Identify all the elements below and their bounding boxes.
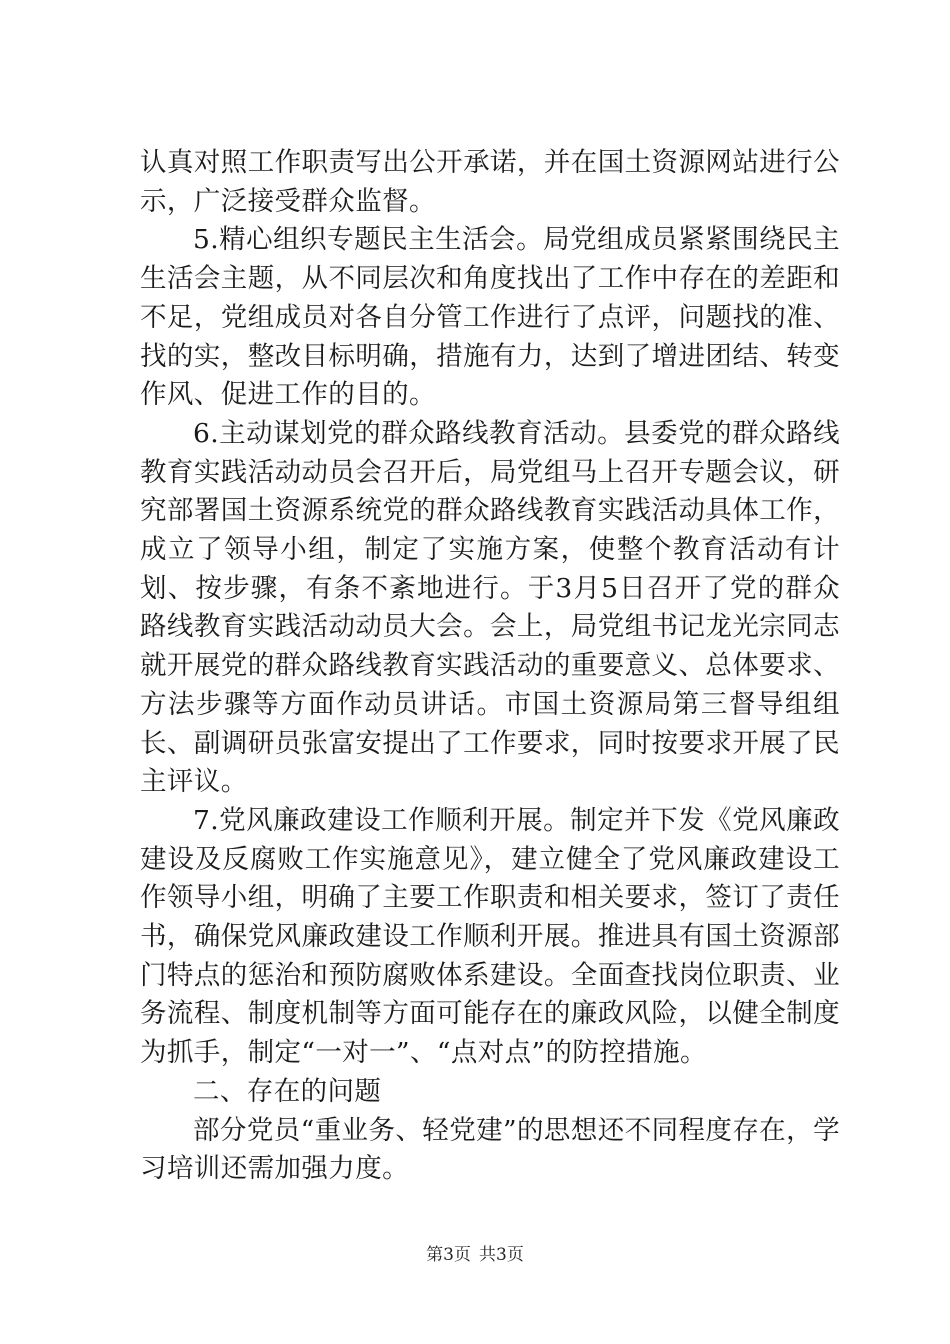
page-total: 共3页 xyxy=(479,1245,524,1265)
paragraph-item-6-mass-line-education: 6.主动谋划党的群众路线教育活动。县委党的群众路线教育实践活动动员会召开后，局党组马上召开专题会议，研究部署国土资源系统党的群众路线教育实践活动具体工作，成立了领导小组，制定了实施方案，使整个教育活动有计划、按步骤，有条不紊地进行。于3月5日召开了党的群众路线教育实践活动动员大会。会上，局党组书记龙光宗同志就开展党的群众路线教育实践活动的重要意义、总体要求、方法步骤等方面作动员讲话。市国土资源局第三督导组组长、副调研员张富安提出了工作要求，同时按要求开展了民主评议。 xyxy=(140,417,840,798)
paragraph-item-7-clean-government: 7.党风廉政建设工作顺利开展。制定并下发《党风廉政建设及反腐败工作实施意见》，建立健全了党风廉政建设工作领导小组，明确了主要工作职责和相关要求，签订了责任书，确保党风廉政建设工作顺利开展。推进具有国土资源部门特点的惩治和预防腐败体系建设。全面查找岗位职责、业务流程、制度机制等方面可能存在的廉政风险，以健全制度为抓手，制定“一对一”、“点对点”的防控措施。 xyxy=(140,804,840,1069)
page-footer xyxy=(0,1240,950,1265)
paragraph-problems-description: 部分党员“重业务、轻党建”的思想还不同程度存在，学习培训还需加强力度。 xyxy=(140,1114,840,1185)
document-body xyxy=(140,144,840,1189)
section-heading-existing-problems: 二、存在的问题 xyxy=(193,1075,382,1107)
page-number: 第3页 xyxy=(426,1245,471,1265)
paragraph-item-5-democratic-life-meeting: 5.精心组织专题民主生活会。局党组成员紧紧围绕民主生活会主题，从不同层次和角度找出了工作中存在的差距和不足，党组成员对各自分管工作进行了点评，问题找的准、找的实，整改目标明确，措施有力，达到了增进团结、转变作风、促进工作的目的。 xyxy=(140,224,840,411)
paragraph-continued-commitment: 认真对照工作职责写出公开承诺，并在国土资源网站进行公示，广泛接受群众监督。 xyxy=(140,147,840,217)
